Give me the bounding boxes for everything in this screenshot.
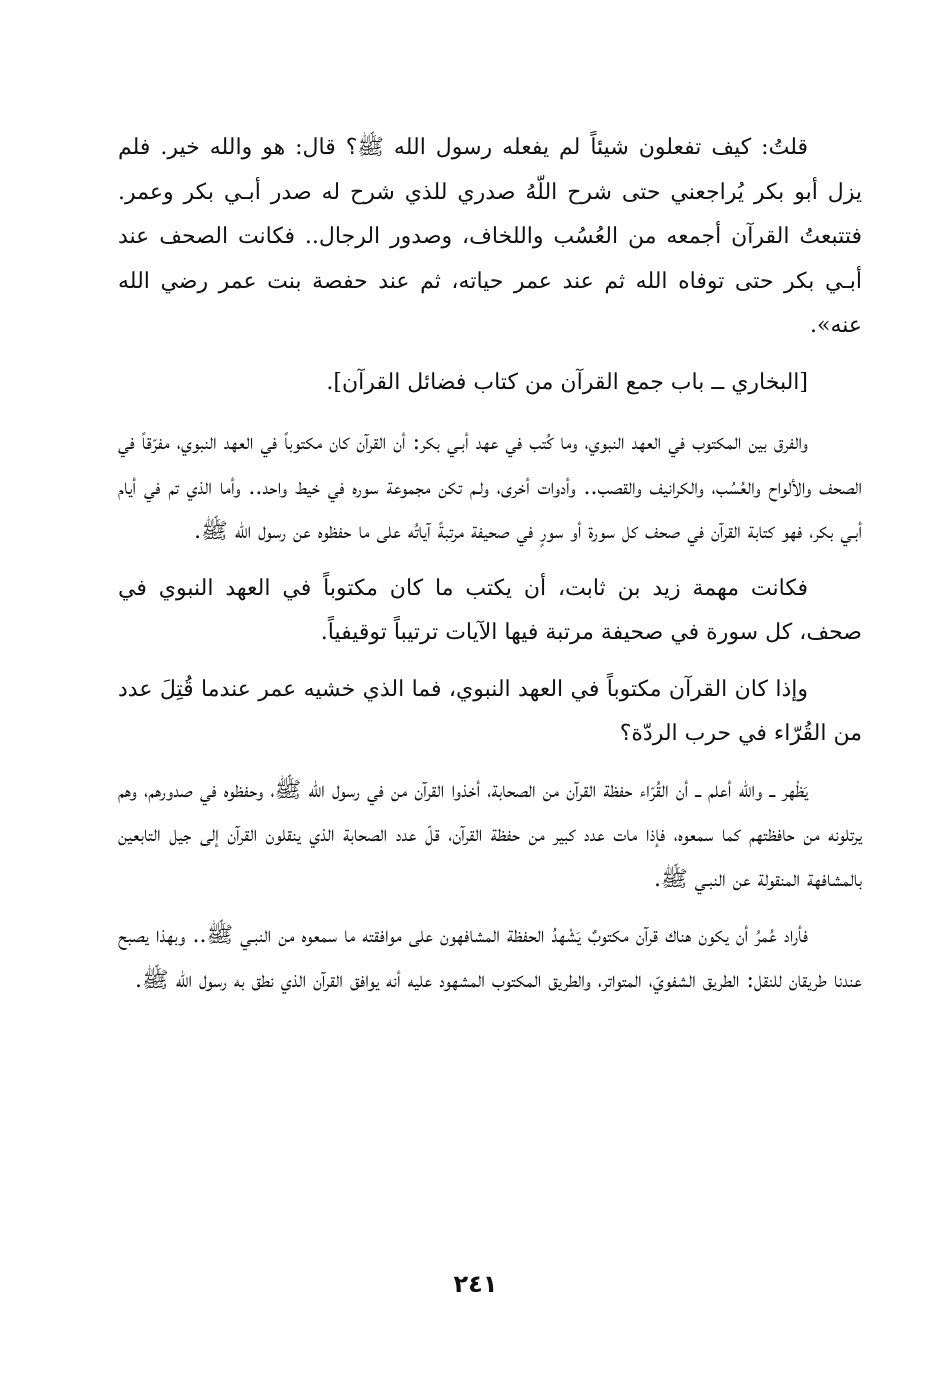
paragraph-question: وإذا كان القرآن مكتوباً في العهد النبوي، فما الذي خشيه عمر عندما قُتِلَ عدد من القُرّاء في حرب الردّة؟ [118, 676, 862, 746]
paragraph-hadith-quote: قلتُ: كيف تفعلون شيئاً لم يفعله رسول الله ﷺ؟ قال: هو والله خير. فلم يزل أبو بكر يُراجعني حتى شرح اللّهُ صدري للذي شرح له صدر أبـي بكر وعمر. فتتبعتُ القرآن أجمعه من العُسُب واللخاف، وصدور الرجال.. فكانت الصحف عند أبـي بكر حتى توفاه الله ثم عند عمر حياته، ثم عند حفصة بنت عمر رضي الله عنه». [118, 135, 862, 338]
page-number: ٢٤١ [453, 1270, 498, 1298]
paragraph-conclusion: فأراد عُمرُ أن يكون هناك قرآن مكتوبٌ يَشْهدُ الحفظة المشافهون على موافقته ما سمعوه من النبـي ﷺ.. وبهذا يصبح عندنا طريقان للنقل: الطريق الشفويّ، المتواتر، والطريق المكتوب المشهود عليه أنه يوافق القرآن الذي نطق به رسول الله ﷺ. [118, 923, 862, 993]
body-text [118, 126, 862, 1015]
paragraph-answer: يَظْهر ــ والله أعلم ــ أن القُرّاء حفظة القرآن من الصحابة، أخذوا القرآن من في رسول الله ﷺ، وحفظوه في صدورهم، وهم يرتلونه من حافظتهم كما سمعوه، فإذا مات عدد كبير من حفظة القرآن، قلّ عدد الصحابة الذي ينقلون القرآن إلى جيل التابعين بالمشافهة المنقولة عن النبـي ﷺ. [118, 777, 862, 892]
paragraph-zaid-task: فكانت مهمة زيد بن ثابت، أن يكتب ما كان مكتوباً في العهد النبوي في صحف، كل سورة في صحيفة مرتبة فيها الآيات ترتيباً توقيفياً. [118, 575, 862, 645]
paragraph-difference: والفرق بين المكتوب في العهد النبوي، وما كُتب في عهد أبـي بكر: أن القرآن كان مكتوباً في العهد النبوي، مفرّقاً في الصحف والألواح والعُسُب، والكرانيف والقصب.. وأدوات أخرى، ولـم تكن مجموعة سوره في خيط واحد.. وأما الذي تم في أيام أبـي بكر، فهو كتابة القرآن في صحف كل سورة أو سورٍ في صحيفة مرتبةً آياتُه على ما حفظوه عن رسول الله ﷺ. [118, 430, 862, 544]
paragraph-citation: [البخاري ــ باب جمع القرآن من كتاب فضائل القرآن]. [326, 369, 808, 395]
